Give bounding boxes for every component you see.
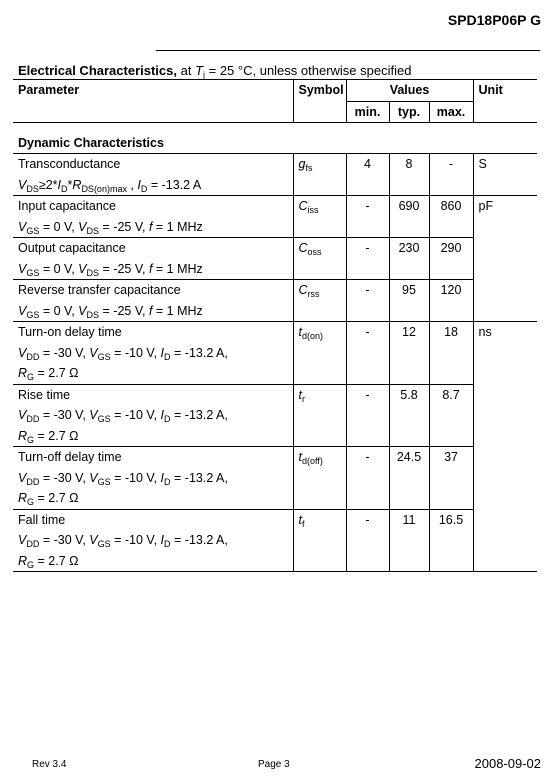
cond-sub: DS [86,267,100,278]
cond-sym: R [18,366,28,380]
header-typ: typ. [389,101,429,123]
cond-sub: GS [97,351,111,362]
cond-sym: I [137,177,141,192]
section-title-symbol-sub: j [203,70,206,80]
cond-sym: V [18,408,27,422]
param-name: Turn-on delay time [18,325,122,339]
cond-sub: D [140,183,148,194]
cond-text: = 0 V, [39,261,79,276]
cond-sub: D [164,476,171,487]
table-header-row [13,80,537,102]
cond-text: = -13.2 A, [170,408,228,422]
table-row [13,196,537,238]
cond-sym: V [18,219,27,234]
group-title: Dynamic Characteristics [18,136,164,150]
unit-cell [473,447,537,510]
cond-sym: R [18,428,28,443]
cond-text: = -30 V, [39,533,90,547]
param-cell [13,196,293,238]
param-name: Transconductance [18,157,121,171]
cond-sym: I [160,408,165,422]
header-max: max. [429,101,473,123]
max-cell: 8.7 [429,384,473,447]
symbol-sub: d(off) [301,456,323,466]
cond-sym: I [57,177,62,192]
unit-cell: pF [473,196,537,238]
header-min: min. [346,101,389,123]
param-cell [13,447,293,510]
section-title-symbol: T [195,63,204,78]
symbol-sub: iss [307,205,319,215]
cond-sub: GS [97,476,111,487]
cond-sub: DS(on)max [81,183,127,194]
cond-sub: G [27,372,35,382]
cond-sym: I [160,533,165,547]
characteristics-table [13,79,537,572]
cond-text: = -10 V, [110,533,161,547]
max-cell: 120 [429,280,473,322]
param-condition [18,175,293,196]
table-row [13,384,537,447]
cond-sym: V [18,303,27,318]
param-name: Turn-off delay time [18,450,122,464]
min-cell: - [346,509,389,572]
param-condition [18,405,293,426]
min-cell: - [346,384,389,447]
unit-cell: ns [473,322,537,385]
cond-text: = -10 V, [110,345,161,360]
cond-sym: V [89,533,98,547]
param-condition [18,468,293,489]
symbol: t [298,512,302,527]
symbol-sub: oss [307,247,322,257]
section-title [18,63,411,78]
typ-cell: 11 [389,509,429,572]
symbol-cell [293,509,346,572]
cond-sub: DD [26,476,40,487]
cond-sym: f [148,303,153,318]
symbol-sub: d(on) [301,331,323,341]
section-title-at: at [176,63,196,78]
cond-text: = -10 V, [110,408,161,422]
typ-cell: 24.5 [389,447,429,510]
group-row [13,123,537,154]
cond-text: = -13.2 A, [170,345,228,360]
cond-text: , [126,177,138,192]
min-cell: - [346,280,389,322]
cond-sub: DS [86,309,100,320]
cond-sub: GS [26,309,40,320]
symbol: C [298,199,308,213]
cond-sub: DD [26,414,40,424]
cond-sym: V [89,408,98,422]
cond-text: = -10 V, [110,470,161,485]
cond-sub: G [27,434,35,445]
param-cell [13,384,293,447]
cond-sym: I [160,470,165,485]
cond-sub: GS [97,414,111,424]
cond-text: = 2.7 Ω [34,553,79,568]
cond-sym: f [148,261,153,276]
min-cell: - [346,447,389,510]
param-condition-2 [18,363,293,384]
cond-text: = -30 V, [39,408,90,422]
cond-sym: I [160,345,165,360]
cond-sym: V [18,261,27,276]
max-cell: - [429,154,473,196]
min-cell: - [346,238,389,280]
param-condition [18,259,293,280]
footer-revision: Rev 3.4 [32,759,67,770]
table-row [13,238,537,280]
param-condition [18,217,293,238]
table-row [13,154,537,196]
cond-text: = 2.7 Ω [34,428,79,443]
cond-text: = 2.7 Ω [34,366,79,380]
cond-sym: V [89,470,98,485]
cond-sym: V [18,177,27,192]
typ-cell: 8 [389,154,429,196]
symbol-sub: f [301,518,305,529]
param-cell [13,154,293,196]
max-cell: 290 [429,238,473,280]
table-row [13,322,537,385]
cond-sym: V [78,303,87,318]
param-name: Reverse transfer capacitance [18,283,181,297]
cond-text: = -13.2 A, [170,533,228,547]
symbol: C [298,283,308,297]
cond-text: = 1 MHz [152,219,203,234]
cond-text: = 1 MHz [152,261,203,276]
typ-cell: 690 [389,196,429,238]
param-condition-2 [18,551,293,572]
max-cell: 37 [429,447,473,510]
cond-sub: GS [97,539,111,549]
max-cell: 16.5 [429,509,473,572]
header-values: Values [346,80,473,102]
cond-sub: DD [26,351,40,362]
unit-cell: S [473,154,537,196]
footer-page: Page 3 [258,759,290,770]
cond-sub: DD [26,539,40,549]
cond-sub: G [27,559,35,570]
min-cell: - [346,322,389,385]
symbol-sub: r [301,393,305,404]
cond-text: = -13.2 A, [170,470,228,485]
min-cell: - [346,196,389,238]
unit-cell [473,509,537,572]
cond-text: = 2.7 Ω [34,491,79,505]
cond-text: = -30 V, [39,345,90,360]
param-condition [18,530,293,551]
header-parameter: Parameter [13,80,293,123]
symbol: t [298,450,302,464]
unit-cell [473,280,537,322]
min-cell: 4 [346,154,389,196]
cond-sub: G [27,497,35,507]
cond-sym: f [148,219,153,234]
typ-cell: 95 [389,280,429,322]
param-cell [13,280,293,322]
symbol-cell [293,322,346,385]
cond-sub: DS [26,183,39,194]
param-name: Output capacitance [18,241,126,255]
symbol: t [298,325,302,339]
cond-sub: GS [26,267,40,278]
section-title-rest: = 25 °C, unless otherwise specified [205,63,412,78]
symbol: t [298,387,302,402]
part-number: SPD18P06P G [447,12,541,28]
symbol-sub: fs [305,163,313,173]
section-title-bold: Electrical Characteristics, [18,63,177,78]
symbol-cell [293,447,346,510]
table-row [13,280,537,322]
symbol-cell [293,154,346,196]
cond-sym: R [18,553,28,568]
symbol-cell [293,280,346,322]
cond-text: = -25 V, [99,219,149,234]
typ-cell: 230 [389,238,429,280]
param-cell [13,322,293,385]
symbol-sub: rss [307,289,320,299]
cond-sub: GS [26,225,40,236]
cond-sym: V [89,345,98,360]
param-cell [13,509,293,572]
param-condition-2 [18,488,293,509]
cond-sym: V [18,470,27,485]
unit-cell [473,384,537,447]
cond-text: = 0 V, [39,303,79,318]
param-condition [18,343,293,364]
cond-text: = -25 V, [99,261,149,276]
cond-sub: D [61,183,68,194]
cond-text: = -25 V, [99,303,149,318]
symbol-cell [293,196,346,238]
header-symbol: Symbol [293,80,346,123]
symbol-cell [293,238,346,280]
symbol-cell [293,384,346,447]
cond-sym: V [78,261,87,276]
cond-sym: V [78,219,87,234]
cond-sub: D [164,414,171,424]
typ-cell: 5.8 [389,384,429,447]
cond-sub: D [164,351,171,362]
param-name: Input capacitance [18,199,116,213]
symbol: C [298,241,308,255]
symbol: g [298,157,306,171]
cond-sym: R [72,177,82,192]
param-name: Fall time [18,512,66,527]
cond-sub: DS [86,225,100,236]
table-row [13,447,537,510]
cond-sub: D [164,539,171,549]
param-condition [18,301,293,322]
unit-cell [473,238,537,280]
cond-text: ≥2* [38,177,58,192]
cond-text: * [67,177,73,192]
param-name: Rise time [18,387,71,402]
cond-text: = -13.2 A [147,177,202,192]
param-condition-2 [18,426,293,447]
cond-text: = 1 MHz [152,303,203,318]
max-cell: 860 [429,196,473,238]
header-unit: Unit [473,80,537,123]
cond-sym: V [18,345,27,360]
max-cell: 18 [429,322,473,385]
footer-date: 2008-09-02 [474,756,541,771]
param-cell [13,238,293,280]
cond-text: = 0 V, [39,219,79,234]
typ-cell: 12 [389,322,429,385]
cond-text: = -30 V, [39,470,90,485]
cond-sym: V [18,533,27,547]
header-divider [156,50,540,51]
table-row [13,509,537,572]
cond-sym: R [18,491,28,505]
